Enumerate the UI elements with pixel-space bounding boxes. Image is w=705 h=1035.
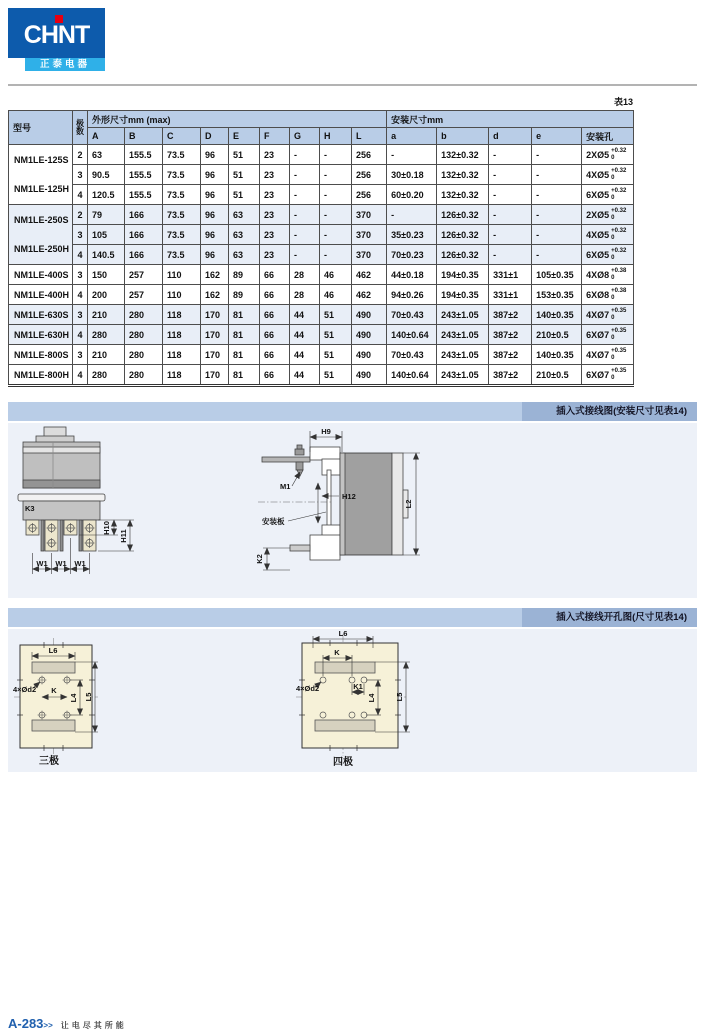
dim-cell: - [489, 205, 532, 225]
dim-cell: 210±0.5 [532, 365, 582, 386]
dim-cell: - [532, 245, 582, 265]
hole-cell: 6XØ5 +0.32 0 [582, 185, 634, 205]
dim-cell: 200 [88, 285, 125, 305]
dim-cell: 70±0.43 [387, 345, 437, 365]
dim-label-h12: H12 [342, 492, 356, 501]
page-footer [8, 1015, 127, 1033]
header-mount-dims: 安装尺寸mm [387, 111, 634, 128]
dim-cell: - [489, 185, 532, 205]
dim-cell: 63 [229, 245, 260, 265]
footer-slogan: 让电尽其所能 [60, 1021, 127, 1030]
dim-cell: 243±1.05 [437, 365, 489, 386]
dim-cell: 490 [352, 365, 387, 386]
hole-cell: 6XØ7 +0.35 0 [582, 325, 634, 345]
dim-label-k: K [334, 648, 340, 657]
dim-cell: 28 [290, 265, 320, 285]
dim-cell: 46 [320, 285, 352, 305]
dim-label-k1: K1 [353, 682, 363, 691]
dim-cell: 96 [201, 145, 229, 165]
dim-cell: 105 [88, 225, 125, 245]
dim-cell: - [290, 225, 320, 245]
dim-cell: 155.5 [125, 165, 163, 185]
header-model: 型号 [9, 111, 73, 145]
table-row [9, 285, 634, 305]
dim-label-l6: L6 [48, 646, 58, 655]
dim-cell: 170 [201, 345, 229, 365]
dim-cell: 462 [352, 265, 387, 285]
table-row [9, 365, 634, 386]
dim-cell: 110 [163, 285, 201, 305]
dim-cell: - [320, 245, 352, 265]
three-pole-caption: 三极 [39, 756, 59, 767]
plug-in-drilling-diagram [8, 629, 697, 772]
dim-cell: - [290, 205, 320, 225]
dim-cell: 96 [201, 185, 229, 205]
dim-cell: - [320, 145, 352, 165]
dim-cell: 81 [229, 345, 260, 365]
dim-cell: 23 [260, 245, 290, 265]
dimensions-table [8, 110, 634, 387]
dim-cell: - [532, 225, 582, 245]
model-cell: NM1LE-630H [9, 325, 73, 345]
dim-cell: 170 [201, 365, 229, 386]
dim-cell: 150 [88, 265, 125, 285]
dim-cell: 51 [229, 165, 260, 185]
dim-cell: 23 [260, 145, 290, 165]
dim-label-k3: K3 [25, 504, 35, 513]
dim-cell: 70±0.23 [387, 245, 437, 265]
dim-cell: 490 [352, 325, 387, 345]
header-dim-E: E [229, 128, 260, 145]
dim-cell: 280 [88, 365, 125, 386]
dim-cell: 140±0.35 [532, 305, 582, 325]
dim-cell: 44 [290, 345, 320, 365]
dim-cell: - [387, 145, 437, 165]
side-view-diagram [262, 445, 408, 560]
hole-cell: 4XØ8 +0.38 0 [582, 265, 634, 285]
dim-cell: 81 [229, 325, 260, 345]
dim-label-w1: W1 [55, 559, 67, 568]
dim-cell: 170 [201, 305, 229, 325]
dim-cell: 23 [260, 165, 290, 185]
dim-cell: 44 [290, 325, 320, 345]
dim-cell: 120.5 [88, 185, 125, 205]
dim-label-h11: H11 [119, 529, 128, 543]
dim-cell: 126±0.32 [437, 245, 489, 265]
dim-cell: 63 [229, 205, 260, 225]
drilling-diagram-panel [8, 629, 697, 772]
dim-label-l6: L6 [338, 629, 348, 638]
dim-cell: 370 [352, 225, 387, 245]
dim-cell: 210 [88, 305, 125, 325]
dim-cell: 44 [290, 365, 320, 386]
dim-cell: 66 [260, 285, 290, 305]
dim-cell: 132±0.32 [437, 185, 489, 205]
poles-cell: 4 [73, 365, 88, 386]
hole-cell: 2XØ5 +0.32 0 [582, 205, 634, 225]
dim-cell: 81 [229, 365, 260, 386]
dim-cell: - [320, 225, 352, 245]
dim-label-h9: H9 [321, 427, 331, 436]
dim-cell: 66 [260, 325, 290, 345]
hole-cell: 6XØ7 +0.35 0 [582, 365, 634, 386]
dim-cell: 126±0.32 [437, 225, 489, 245]
header-mount-d: d [489, 128, 532, 145]
dim-cell: 118 [163, 365, 201, 386]
dim-cell: - [532, 205, 582, 225]
poles-cell: 3 [73, 345, 88, 365]
dim-cell: 370 [352, 245, 387, 265]
table-row [9, 185, 634, 205]
poles-cell: 3 [73, 265, 88, 285]
poles-cell: 4 [73, 285, 88, 305]
header-dim-C: C [163, 128, 201, 145]
plug-in-wiring-diagram [8, 423, 697, 598]
dim-cell: 331±1 [489, 265, 532, 285]
dim-label-w1: W1 [36, 559, 48, 568]
dim-cell: 63 [229, 225, 260, 245]
dim-label-l4: L4 [367, 693, 376, 703]
dim-cell: 387±2 [489, 305, 532, 325]
dim-cell: 257 [125, 265, 163, 285]
label-mounting-plate: 安装板 [262, 517, 285, 526]
header-mount-b: b [437, 128, 489, 145]
poles-cell: 2 [73, 205, 88, 225]
dim-cell: 490 [352, 345, 387, 365]
hole-cell: 2XØ5 +0.32 0 [582, 145, 634, 165]
dim-label-k2: K2 [255, 554, 264, 564]
hole-cell: 6XØ8 +0.38 0 [582, 285, 634, 305]
dim-cell: 243±1.05 [437, 325, 489, 345]
dim-cell: - [290, 185, 320, 205]
dim-cell: - [532, 185, 582, 205]
dim-cell: - [320, 205, 352, 225]
poles-cell: 3 [73, 305, 88, 325]
hole-cell: 4XØ5 +0.32 0 [582, 165, 634, 185]
dim-cell: 166 [125, 225, 163, 245]
poles-cell: 2 [73, 145, 88, 165]
dim-label-l4: L4 [69, 693, 78, 703]
dim-cell: 90.5 [88, 165, 125, 185]
dim-cell: 96 [201, 205, 229, 225]
table-row [9, 205, 634, 225]
dim-cell: 256 [352, 165, 387, 185]
dim-cell: 194±0.35 [437, 265, 489, 285]
dim-cell: 23 [260, 185, 290, 205]
hole-cell: 6XØ5 +0.32 0 [582, 245, 634, 265]
poles-cell: 3 [73, 225, 88, 245]
dim-cell: 387±2 [489, 365, 532, 386]
dim-cell: 66 [260, 345, 290, 365]
table-row [9, 165, 634, 185]
dim-cell: 140±0.64 [387, 325, 437, 345]
dim-cell: 44 [290, 305, 320, 325]
dim-cell: 166 [125, 205, 163, 225]
section1-header-bar [8, 402, 697, 421]
dim-label-l5: L5 [84, 692, 93, 702]
dim-cell: 23 [260, 205, 290, 225]
dim-cell: 105±0.35 [532, 265, 582, 285]
wiring-diagram-panel [8, 423, 697, 598]
dim-cell: 280 [88, 325, 125, 345]
dim-cell: 89 [229, 285, 260, 305]
header-dim-G: G [290, 128, 320, 145]
dim-cell: 257 [125, 285, 163, 305]
dim-cell: 162 [201, 285, 229, 305]
table-row [9, 225, 634, 245]
dim-cell: 170 [201, 325, 229, 345]
dim-cell: 89 [229, 265, 260, 285]
logo-subtitle: 正泰电器 [25, 58, 105, 71]
table-caption: 表13 [613, 97, 633, 107]
dim-cell: 331±1 [489, 285, 532, 305]
footer-arrows: >> [43, 1021, 53, 1030]
dim-cell: - [489, 225, 532, 245]
dim-cell: 256 [352, 185, 387, 205]
dim-cell: 96 [201, 165, 229, 185]
dim-label-m1: M1 [280, 482, 291, 491]
model-cell: NM1LE-400H [9, 285, 73, 305]
dim-label-l2: L2 [404, 499, 413, 509]
dim-cell: 51 [320, 325, 352, 345]
dim-cell: 132±0.32 [437, 145, 489, 165]
dim-cell: 66 [260, 365, 290, 386]
model-cell: NM1LE-125S NM1LE-125H [9, 145, 73, 205]
section1-title: 插入式接线图(安装尺寸见表14) [522, 402, 697, 421]
dim-cell: 280 [125, 325, 163, 345]
dim-label-l5: L5 [395, 692, 404, 702]
dim-cell: - [290, 165, 320, 185]
dim-cell: - [532, 165, 582, 185]
dim-cell: 210 [88, 345, 125, 365]
dim-cell: 462 [352, 285, 387, 305]
dim-cell: 73.5 [163, 145, 201, 165]
dim-cell: 51 [320, 365, 352, 386]
dim-cell: 73.5 [163, 225, 201, 245]
dim-cell: - [489, 165, 532, 185]
header-dim-D: D [201, 128, 229, 145]
dim-cell: 51 [320, 345, 352, 365]
dim-cell: 280 [125, 365, 163, 386]
table-row [9, 265, 634, 285]
dim-cell: 155.5 [125, 185, 163, 205]
dim-cell: 387±2 [489, 325, 532, 345]
dim-cell: 96 [201, 225, 229, 245]
header-hole: 安装孔 [582, 128, 634, 145]
dim-cell: - [532, 145, 582, 165]
dim-cell: 194±0.35 [437, 285, 489, 305]
dim-cell: 280 [125, 305, 163, 325]
dim-cell: 110 [163, 265, 201, 285]
dim-cell: 28 [290, 285, 320, 305]
dim-cell: 118 [163, 345, 201, 365]
section2-header-bar [8, 608, 697, 627]
dim-cell: 44±0.18 [387, 265, 437, 285]
dim-cell: 30±0.18 [387, 165, 437, 185]
dim-cell: 387±2 [489, 345, 532, 365]
header-rule [8, 84, 697, 86]
dim-cell: 66 [260, 305, 290, 325]
model-cell: NM1LE-630S [9, 305, 73, 325]
header-dim-L: L [352, 128, 387, 145]
table-row [9, 145, 634, 165]
dim-cell: 51 [320, 305, 352, 325]
front-view-diagram [18, 427, 105, 551]
model-cell: NM1LE-800S [9, 345, 73, 365]
dim-cell: 73.5 [163, 185, 201, 205]
table-row [9, 245, 634, 265]
dim-label-holes: 4×Ød2 [296, 684, 320, 693]
poles-cell: 4 [73, 185, 88, 205]
dim-cell: 210±0.5 [532, 325, 582, 345]
model-cell: NM1LE-250S NM1LE-250H [9, 205, 73, 265]
header-poles: 极 数 [73, 111, 88, 145]
poles-cell: 4 [73, 245, 88, 265]
dim-cell: 243±1.05 [437, 345, 489, 365]
hole-cell: 4XØ7 +0.35 0 [582, 305, 634, 325]
dim-cell: - [320, 165, 352, 185]
dim-cell: 73.5 [163, 205, 201, 225]
table-row [9, 305, 634, 325]
dim-cell: 63 [88, 145, 125, 165]
dim-cell: - [387, 205, 437, 225]
dim-cell: - [320, 185, 352, 205]
section2-title: 插入式接线开孔图(尺寸见表14) [522, 608, 697, 627]
table-row [9, 325, 634, 345]
dim-cell: 140±0.64 [387, 365, 437, 386]
dim-cell: 126±0.32 [437, 205, 489, 225]
dim-label-k: K [51, 686, 57, 695]
dim-cell: 66 [260, 265, 290, 285]
dim-cell: 153±0.35 [532, 285, 582, 305]
dim-cell: 81 [229, 305, 260, 325]
dim-cell: 70±0.43 [387, 305, 437, 325]
dim-cell: 166 [125, 245, 163, 265]
dim-cell: 118 [163, 305, 201, 325]
model-cell: NM1LE-400S [9, 265, 73, 285]
dim-cell: 73.5 [163, 165, 201, 185]
dim-cell: 256 [352, 145, 387, 165]
dim-cell: 490 [352, 305, 387, 325]
dim-cell: 132±0.32 [437, 165, 489, 185]
four-pole-plate [296, 634, 410, 756]
page-number: A-283 [8, 1016, 44, 1031]
dim-cell: 51 [229, 145, 260, 165]
four-pole-caption: 四极 [333, 757, 353, 768]
header-dim-F: F [260, 128, 290, 145]
dim-cell: 155.5 [125, 145, 163, 165]
dim-cell: 94±0.26 [387, 285, 437, 305]
dim-cell: 140±0.35 [532, 345, 582, 365]
poles-cell: 3 [73, 165, 88, 185]
header-dim-B: B [125, 128, 163, 145]
chint-logo [8, 8, 105, 58]
dim-label-w1: W1 [74, 559, 86, 568]
dim-cell: - [290, 145, 320, 165]
table-row [9, 345, 634, 365]
hole-cell: 4XØ7 +0.35 0 [582, 345, 634, 365]
dim-cell: 140.5 [88, 245, 125, 265]
dim-cell: 96 [201, 245, 229, 265]
dim-cell: 280 [125, 345, 163, 365]
hole-cell: 4XØ5 +0.32 0 [582, 225, 634, 245]
dim-cell: - [489, 145, 532, 165]
dim-cell: 243±1.05 [437, 305, 489, 325]
model-cell: NM1LE-800H [9, 365, 73, 386]
dim-cell: 162 [201, 265, 229, 285]
dim-cell: 79 [88, 205, 125, 225]
dim-cell: 35±0.23 [387, 225, 437, 245]
poles-cell: 4 [73, 325, 88, 345]
dim-cell: 46 [320, 265, 352, 285]
dim-cell: 370 [352, 205, 387, 225]
header-dim-H: H [320, 128, 352, 145]
dim-label-holes: 4×Ød2 [13, 685, 37, 694]
dim-label-h10: H10 [102, 521, 111, 535]
dim-cell: - [290, 245, 320, 265]
dim-cell: - [489, 245, 532, 265]
header-dim-A: A [88, 128, 125, 145]
header-outline-dims: 外形尺寸mm (max) [88, 111, 387, 128]
dim-cell: 51 [229, 185, 260, 205]
dim-cell: 73.5 [163, 245, 201, 265]
dim-cell: 118 [163, 325, 201, 345]
header-mount-a: a [387, 128, 437, 145]
header-mount-e: e [532, 128, 582, 145]
dim-cell: 60±0.20 [387, 185, 437, 205]
dim-cell: 23 [260, 225, 290, 245]
logo-brand-text: CHNT [23, 21, 90, 49]
